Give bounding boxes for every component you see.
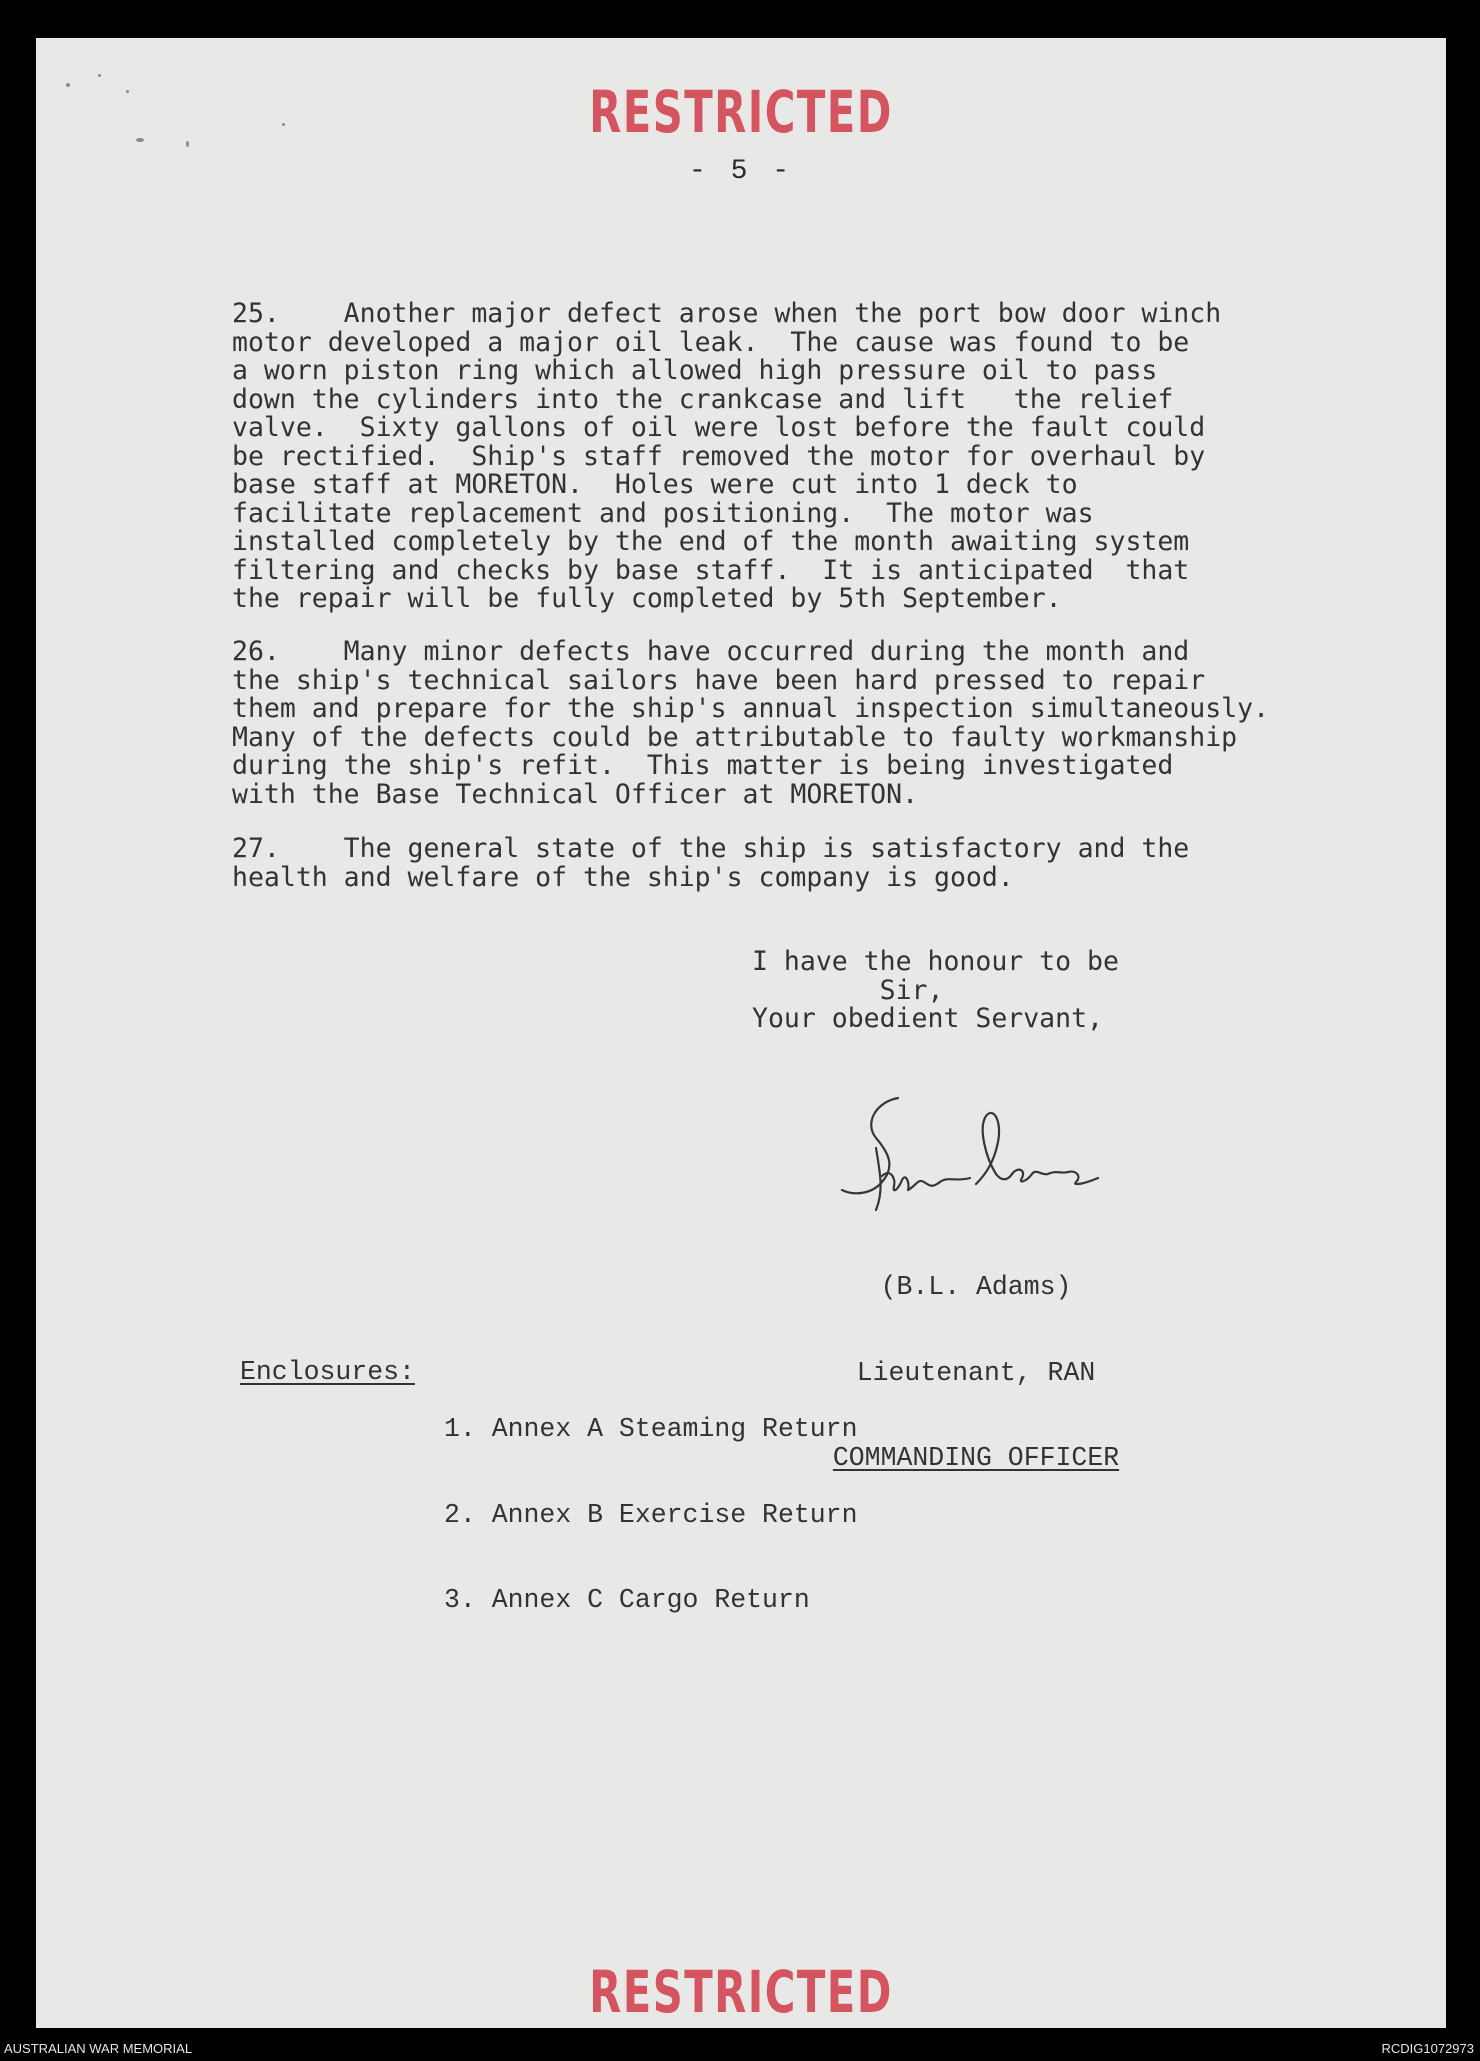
enclosures-label: Enclosures: — [240, 1357, 415, 1387]
paper-speck — [66, 83, 70, 87]
enclosures-section — [240, 1357, 858, 1615]
closing-salutation: I have the honour to be Sir, Your obedient Servant, — [752, 946, 1119, 1034]
enclosures-list — [444, 1358, 857, 1672]
restricted-stamp-top: RESTRICTED — [589, 78, 893, 146]
signatory-rank: Lieutenant, RAN — [856, 1357, 1096, 1388]
paragraph-25: 25. Another major defect arose when the port bow door winch motor developed a major oil leak. The cause was found to be a worn piston ring which allowed high pressure oil to pass down the cylinders into the crankcase and lift the relief valve. Sixty gallons of oil were lost before the fault could be rectified. Ship's staff removed the motor for overhaul by base staff at MORETON. Holes were cut into 1 deck to facilitate replacement and positioning. The motor was installed completely by the end of the month awaiting system filtering and checks by base staff. It is anticipated that the repair will be fully completed by 5th September. — [232, 298, 1222, 614]
enclosure-item: 3. Annex C Cargo Return — [444, 1585, 810, 1615]
footer-record-id: RCDIG1072973 — [1381, 2041, 1474, 2056]
paragraph-27: 27. The general state of the ship is satisfactory and the health and welfare of the ship's company is good. — [232, 833, 1190, 893]
footer-archive-name: AUSTRALIAN WAR MEMORIAL — [4, 2041, 193, 2056]
paper-speck — [126, 90, 129, 93]
paragraph-26: 26. Many minor defects have occurred during the month and the ship's technical sailors have been hard pressed to repair them and prepare for the ship's annual inspection simultaneously. Many of the defects could be attributable to faulty workmanship during the ship's refit. This matter is being investigated with the Base Technical Officer at MORETON. — [232, 636, 1270, 810]
signatory-name: (B.L. Adams) — [880, 1272, 1072, 1302]
restricted-stamp-bottom: RESTRICTED — [589, 1958, 893, 2026]
signatory-position: COMMANDING OFFICER — [832, 1443, 1120, 1473]
paper-speck — [186, 141, 189, 147]
enclosure-item: 1. Annex A Steaming Return — [444, 1414, 858, 1444]
page-number: - 5 - — [688, 156, 793, 187]
paper-speck — [98, 74, 101, 77]
paper-speck — [136, 138, 144, 142]
document-page — [36, 38, 1446, 2028]
enclosure-item: 2. Annex B Exercise Return — [444, 1499, 858, 1530]
signature-image — [836, 1078, 1136, 1218]
